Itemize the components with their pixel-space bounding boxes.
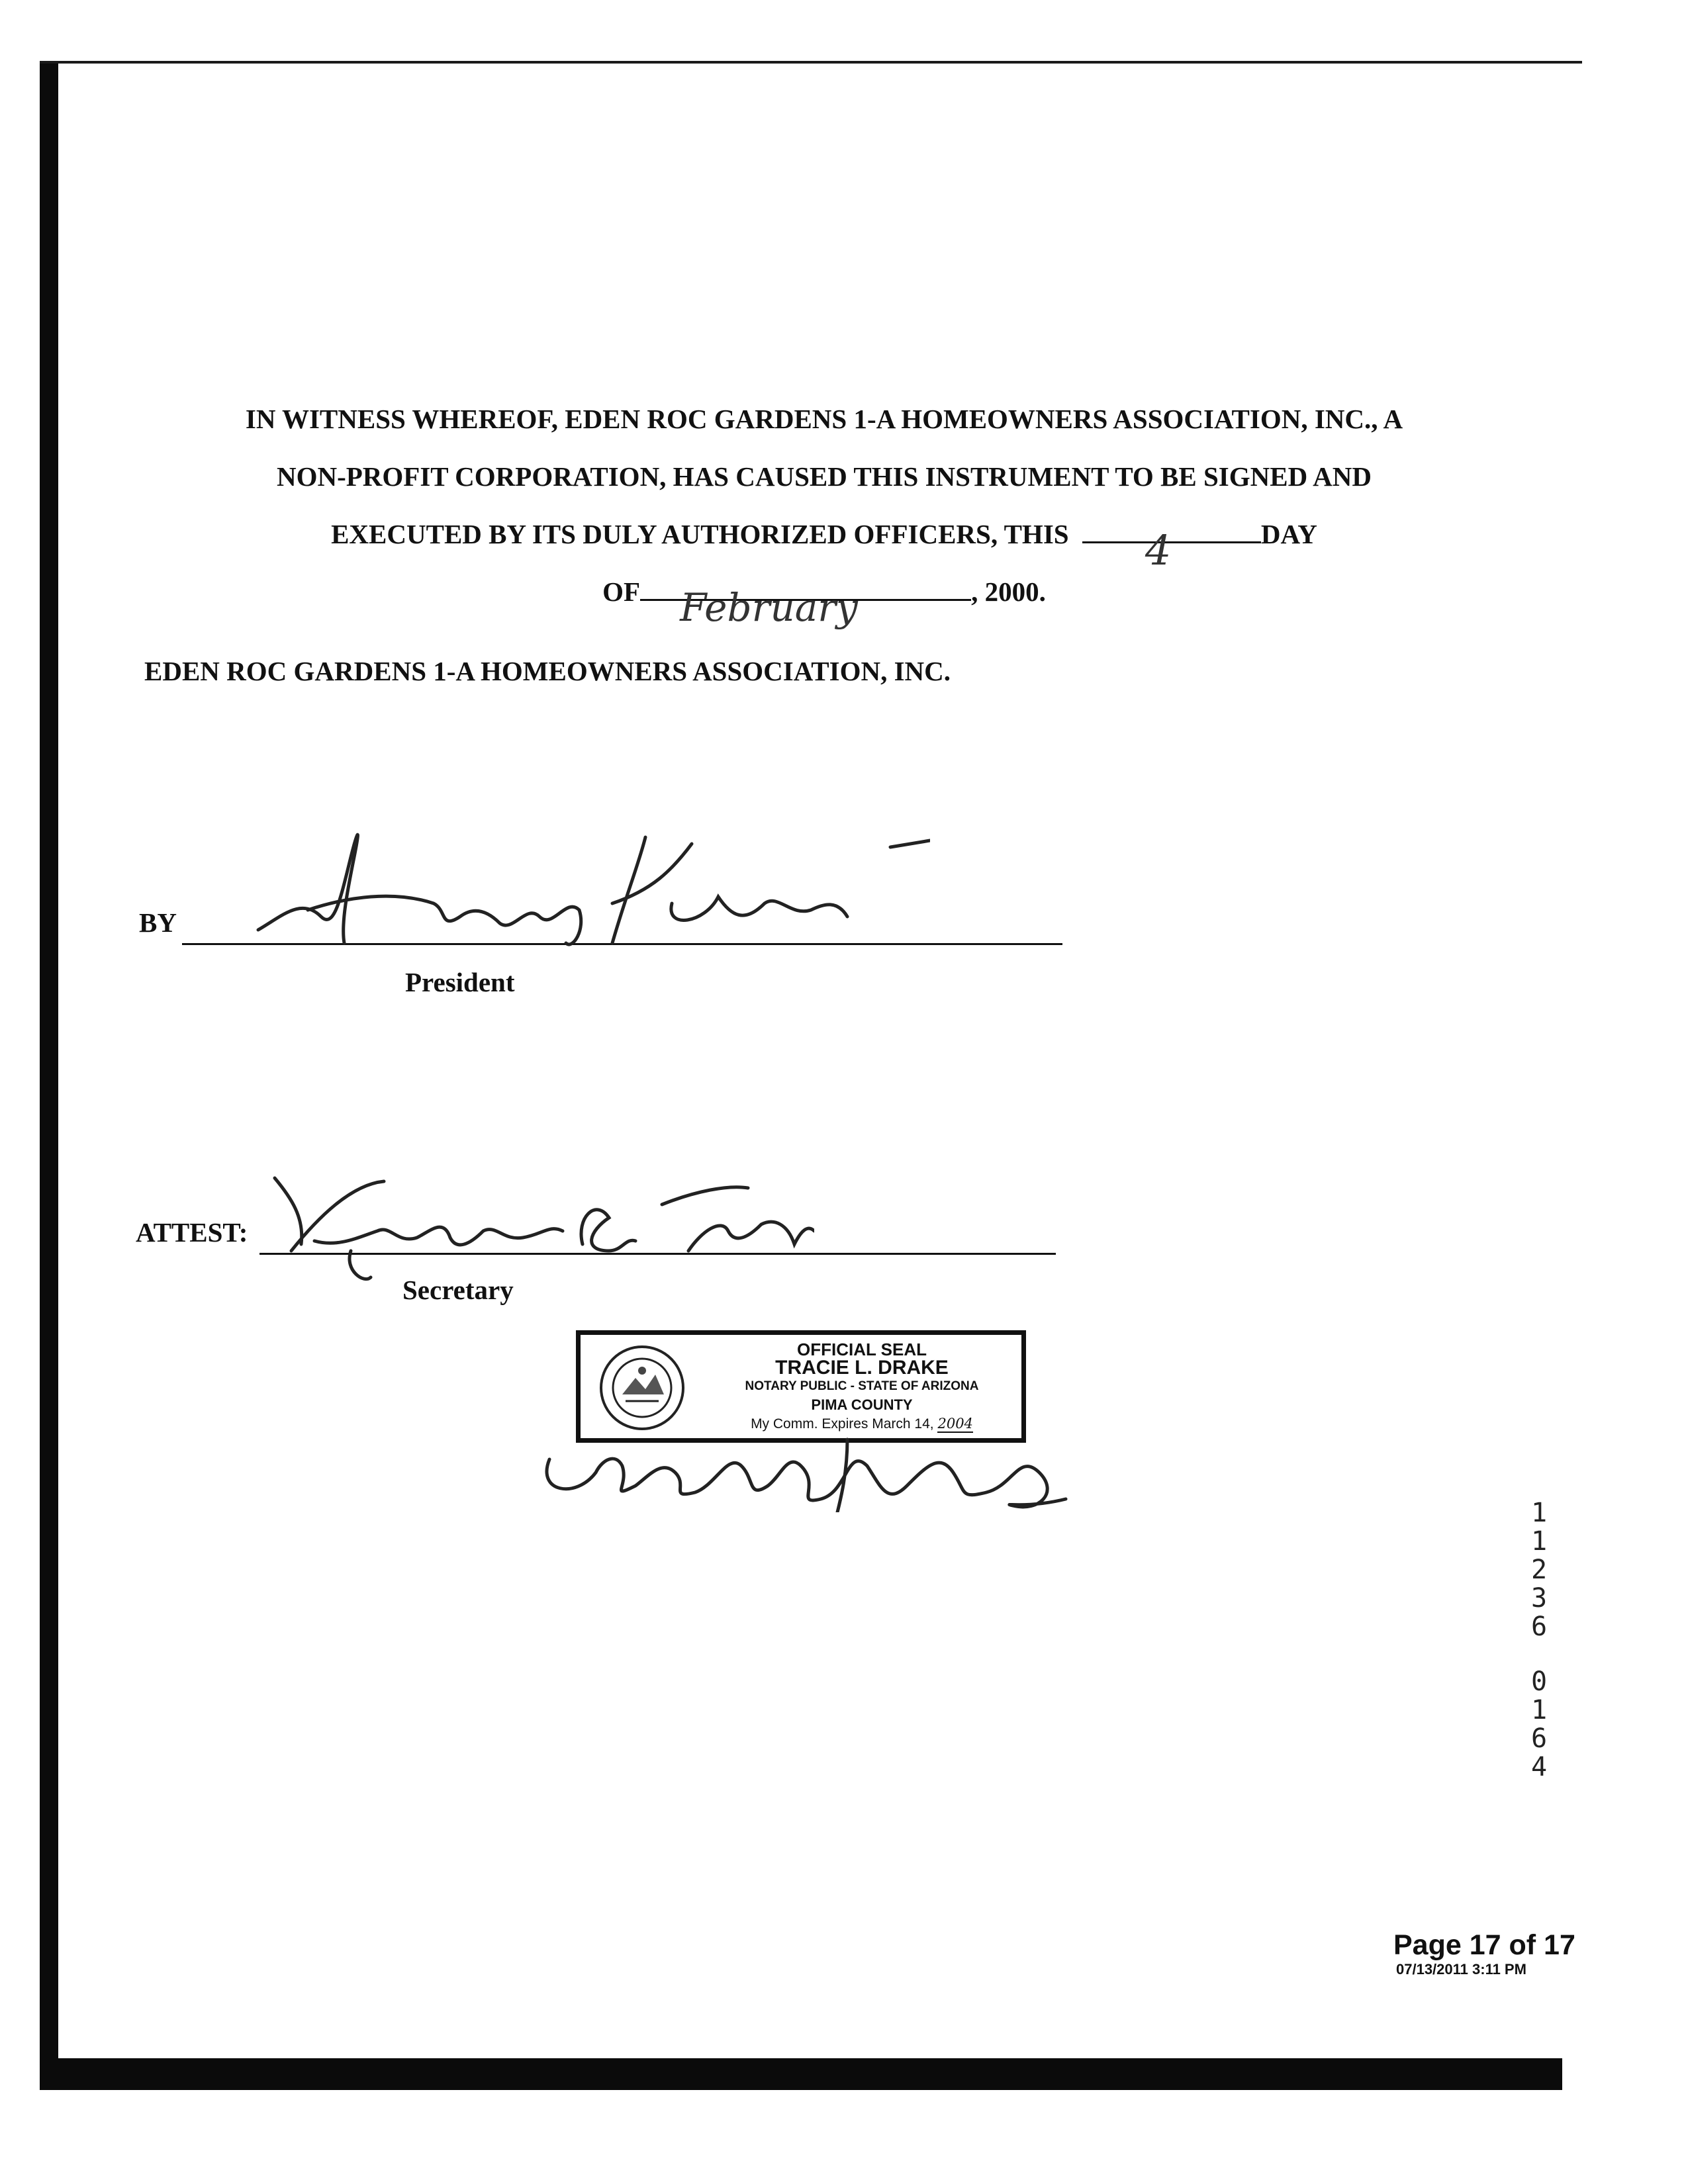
notary-signature: [536, 1413, 1086, 1512]
president-signature-graphic: [242, 817, 930, 960]
witness-line-4-suffix: , 2000.: [971, 576, 1046, 607]
recording-digit: 4: [1530, 1752, 1548, 1782]
president-title: President: [405, 967, 515, 997]
recording-digit: 6: [1530, 1612, 1548, 1642]
notary-signature-graphic: [536, 1413, 1086, 1512]
month-blank: [640, 585, 971, 630]
scan-bottom-border: [40, 2058, 1562, 2090]
association-name: EDEN ROC GARDENS 1-A HOMEOWNERS ASSOCIATION, INC.: [144, 656, 951, 686]
witness-line-3: [119, 506, 1529, 574]
recording-digit: 3: [1530, 1583, 1548, 1614]
seal-line-2: TRACIE L. DRAKE: [775, 1357, 949, 1379]
seal-line-3: NOTARY PUBLIC - STATE OF ARIZONA: [745, 1379, 979, 1393]
attest-label: ATTEST:: [136, 1217, 248, 1248]
seal-line-4: PIMA COUNTY: [811, 1396, 913, 1413]
witness-line-4-prefix: OF: [602, 576, 641, 607]
day-blank: [1082, 526, 1261, 574]
page-number: Page 17 of 17: [1393, 1929, 1575, 1961]
seal-line-1: OFFICIAL SEAL: [797, 1340, 927, 1359]
recording-digit: 1: [1530, 1498, 1548, 1528]
recording-digit: 1: [1530, 1695, 1548, 1725]
by-label: BY: [139, 907, 177, 938]
witness-line-3-suffix: DAY: [1260, 519, 1317, 549]
month-handwritten: February: [680, 585, 858, 630]
president-signature: [242, 817, 930, 960]
witness-line-4: [119, 563, 1529, 630]
page-footer: [1393, 1929, 1575, 1978]
recording-digit: 0: [1530, 1666, 1548, 1697]
secretary-signature: [265, 1158, 814, 1291]
recording-number: [1526, 1499, 1552, 1782]
witness-clause: [119, 390, 1529, 630]
recording-digit: 6: [1530, 1723, 1548, 1754]
secretary-title: Secretary: [402, 1275, 514, 1305]
witness-line-2: NON-PROFIT CORPORATION, HAS CAUSED THIS INSTRUMENT TO BE SIGNED AND: [277, 461, 1372, 492]
scan-top-border: [40, 61, 1582, 64]
witness-line-1: IN WITNESS WHEREOF, EDEN ROC GARDENS 1-A HOMEOWNERS ASSOCIATION, INC., A: [245, 404, 1403, 434]
recording-digit: 1: [1530, 1526, 1548, 1557]
recording-digit: 2: [1530, 1555, 1548, 1585]
day-handwritten: 4: [1145, 526, 1172, 574]
recording-gap: [1526, 1641, 1552, 1668]
seal-expiry-prefix: My Comm. Expires March 14,: [751, 1416, 934, 1432]
scan-left-border: [40, 61, 58, 2079]
print-timestamp: 07/13/2011 3:11 PM: [1396, 1961, 1526, 1978]
seal-expiry-year: 2004: [937, 1416, 973, 1432]
secretary-signature-graphic: [265, 1158, 814, 1291]
witness-line-3-prefix: EXECUTED BY ITS DULY AUTHORIZED OFFICERS, THIS: [331, 519, 1069, 549]
